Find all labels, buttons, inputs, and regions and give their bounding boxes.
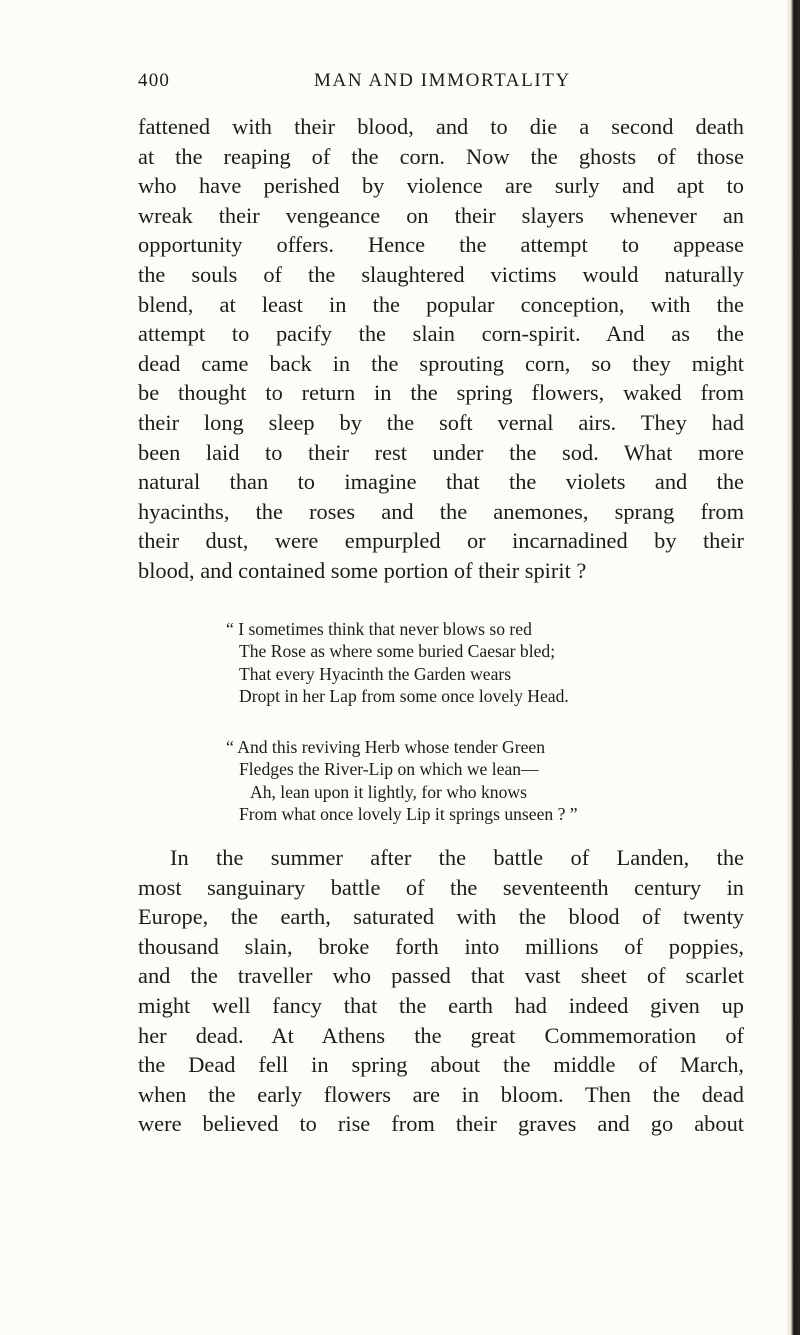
- text-line: wreak their vengeance on their slayers whenever an: [138, 202, 744, 228]
- text-line: attempt to pacify the slain corn-spirit. And as the: [138, 321, 744, 347]
- text-line: hyacinths, the roses and the anemones, sprang from: [138, 498, 744, 524]
- text-line: dead came back in the sprouting corn, so they might: [138, 350, 744, 376]
- text-line: might well fancy that the earth had indeed given up: [138, 992, 744, 1018]
- text-line: the Dead fell in spring about the middle of March,: [138, 1052, 744, 1078]
- page-header: [138, 70, 740, 100]
- page-edge-shadow: [786, 0, 800, 1335]
- verse-line: “ And this reviving Herb whose tender Green: [226, 737, 546, 757]
- text-line: her dead. At Athens the great Commemoration of: [138, 1022, 744, 1048]
- verse-line: From what once lovely Lip it springs unseen ? ”: [239, 804, 578, 825]
- text-line: blend, at least in the popular conception, with the: [138, 291, 744, 317]
- running-head: MAN AND IMMORTALITY: [314, 70, 571, 91]
- page-number: 400: [138, 70, 171, 91]
- verse-line: Ah, lean upon it lightly, for who knows: [250, 781, 527, 802]
- paragraph-1: [138, 112, 744, 586]
- text-line: thousand slain, broke forth into millions of poppies,: [138, 933, 744, 959]
- verse-line: Dropt in her Lap from some once lovely Head.: [239, 686, 569, 707]
- text-line: at the reaping of the corn. Now the ghosts of those: [138, 143, 744, 169]
- verse-line: The Rose as where some buried Caesar bled;: [239, 641, 556, 662]
- paragraph-2: [138, 843, 744, 1139]
- verse-line: Fledges the River-Lip on which we lean—: [239, 759, 539, 780]
- text-line: fattened with their blood, and to die a second death: [138, 114, 744, 139]
- text-line: blood, and contained some portion of their spirit ?: [138, 557, 587, 583]
- text-line: most sanguinary battle of the seventeenth century in: [138, 874, 744, 900]
- text-line: opportunity offers. Hence the attempt to appease: [138, 232, 744, 258]
- text-line: when the early flowers are in bloom. Then the dead: [138, 1081, 744, 1107]
- text-line: the souls of the slaughtered victims would naturally: [138, 261, 744, 287]
- verse-stanza-2: [138, 736, 744, 826]
- text-line: Europe, the earth, saturated with the blood of twenty: [138, 904, 744, 930]
- text-line: who have perished by violence are surly and apt to: [138, 173, 744, 199]
- text-line: were believed to rise from their graves and go about: [138, 1111, 744, 1137]
- text-line: and the traveller who passed that vast sheet of scarlet: [138, 963, 744, 989]
- verse-line: “ I sometimes think that never blows so red: [226, 619, 532, 639]
- body-text: [138, 112, 744, 1137]
- verse-line: That every Hyacinth the Garden wears: [239, 663, 512, 684]
- text-line: their dust, were empurpled or incarnadined by their: [138, 528, 744, 554]
- text-line: be thought to return in the spring flowers, waked from: [138, 380, 744, 406]
- text-line: their long sleep by the soft vernal airs. They had: [138, 409, 744, 435]
- text-line: In the summer after the battle of Landen, the: [170, 845, 744, 870]
- verse-stanza-1: [138, 618, 744, 708]
- text-line: been laid to their rest under the sod. What more: [138, 439, 744, 465]
- text-line: natural than to imagine that the violets and the: [138, 469, 744, 495]
